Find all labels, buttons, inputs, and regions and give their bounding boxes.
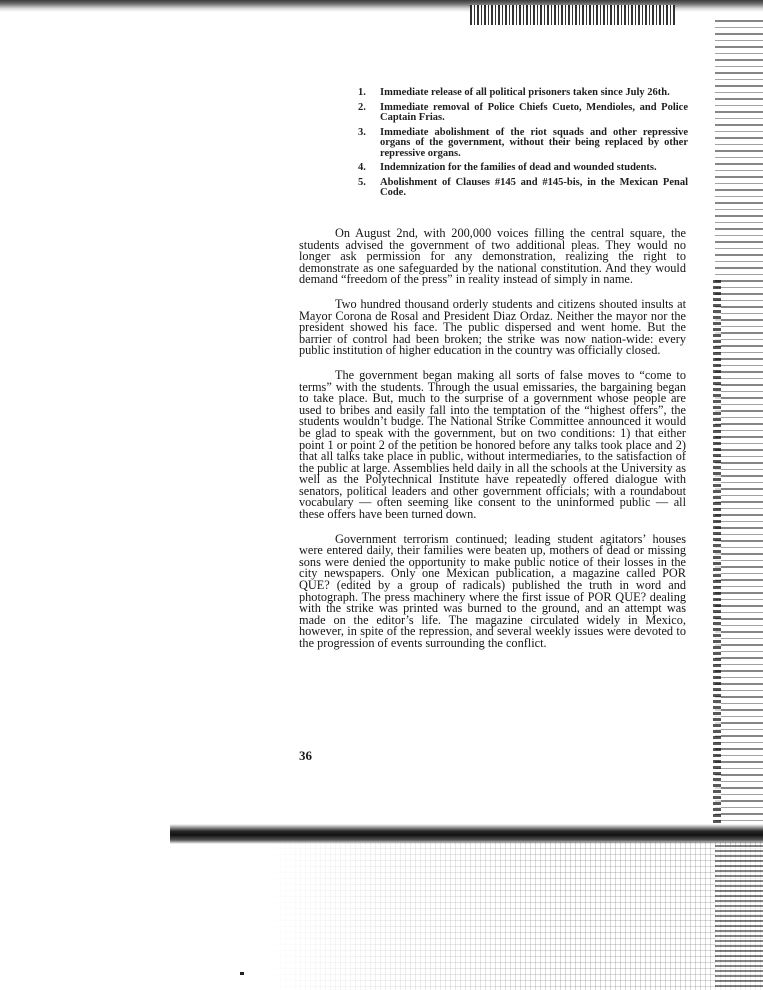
paragraph-insults: Two hundred thousand orderly students and citizens shouted insults at Mayor Corona de Rosal and President Diaz Ordaz. Neither the mayor nor the president showed his face. The public dispersed and went home. But the barrier of control had been broken; the strike was now nation-wide: every public institution of higher education in the country was officially closed. bbox=[299, 296, 686, 358]
demand-number: 1. bbox=[358, 87, 366, 98]
scan-speck bbox=[240, 972, 244, 975]
demand-number: 3. bbox=[358, 126, 366, 138]
paragraph-august-2nd: On August 2nd, with 200,000 voices filling the central square, the students advised the government of two additional pleas. They would no longer ask permission for any demonstration, realizing the right to demonstrate as one safeguarded by the national constitution. And they would demand “freedom of the press” in reality instead of simply in name. bbox=[299, 226, 686, 287]
demand-number: 4. bbox=[358, 162, 366, 173]
body-text bbox=[299, 228, 686, 663]
scan-barcode-artifact bbox=[470, 5, 675, 25]
demand-text: Immediate abolishment of the riot squads and other repressive organs of the government, without their being replaced by other repressive organs. bbox=[380, 126, 688, 159]
demand-item bbox=[358, 178, 688, 199]
scan-bottom-edge bbox=[170, 824, 763, 844]
paragraph-false-moves: The government began making all sorts of false moves to “come to terms” with the students. Through the usual emissaries, the bargaining began to take place. But, much to the surprise of a government whose people are used to bribes and easily fall into the temptation of the “highest offers”, the students wouldn’t budge. The National Strike Committee announced it would be glad to speak with the government, but on two conditions: 1) that either point 1 or point 2 of the petition be honored before any talks took place and 2) that all talks take place in public, without intermediaries, to the satisfaction of the public at large. Assemblies held daily in all the schools at the University as well as the Polytechnical Institute have repeatedly offered dialogue with senators, political leaders and other government officials; with a roundabout vocabulary — often seeming like consent to the uninformed public — all these offers have been turned down. bbox=[299, 367, 686, 522]
scan-right-edge bbox=[715, 20, 763, 840]
demand-item bbox=[358, 88, 688, 99]
paragraph-government-terrorism: Government terrorism continued; leading student agitators’ houses were entered daily, their families were beaten up, mothers of dead or missing sons were denied the opportunity to make public notice of their losses in the city newspapers. Only one Mexican publication, a magazine called POR QUE? (edited by a group of radicals) published the truth in word and photograph. The press machinery where the first issue of POR QUE? dealing with the strike was printed was burned to the ground, and an attempt was made on the editor’s life. The magazine circulated widely in Mexico, however, in spite of the repression, and several weekly issues were devoted to the progression of events surrounding the conflict. bbox=[299, 531, 686, 650]
demand-text: Immediate removal of Police Chiefs Cueto, Mendioles, and Police Captain Frias. bbox=[380, 101, 688, 123]
demand-item bbox=[358, 163, 688, 174]
demand-number: 5. bbox=[358, 176, 366, 188]
demand-number: 2. bbox=[358, 101, 366, 113]
demand-text: Abolishment of Clauses #145 and #145-bis, in the Mexican Penal Code. bbox=[380, 176, 688, 198]
demands-list bbox=[358, 88, 688, 203]
page-number: 36 bbox=[299, 748, 312, 763]
scan-right-edge-shadow bbox=[713, 280, 721, 840]
scan-bottom-noise bbox=[260, 842, 763, 990]
scan-corner-noise bbox=[715, 845, 763, 990]
demand-text: Indemnization for the families of dead and wounded students. bbox=[380, 162, 657, 173]
demand-item bbox=[358, 128, 688, 160]
demand-item bbox=[358, 103, 688, 124]
demand-text: Immediate release of all political prisoners taken since July 26th. bbox=[380, 87, 670, 98]
